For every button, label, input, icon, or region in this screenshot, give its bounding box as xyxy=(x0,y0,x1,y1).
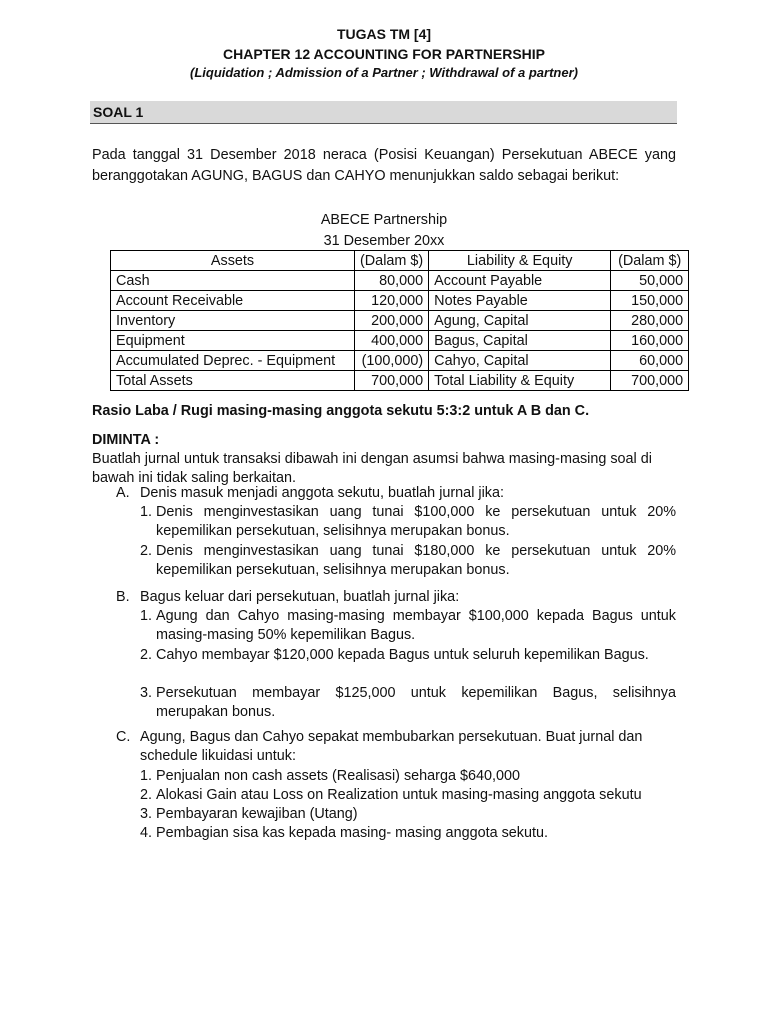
asset-amount: 200,000 xyxy=(355,311,429,331)
chapter-topics: (Liquidation ; Admission of a Partner ; Withdrawal of a partner) xyxy=(190,65,578,80)
item-number: 3. xyxy=(140,685,153,701)
list-item xyxy=(140,646,676,665)
header-assets: Assets xyxy=(111,251,355,271)
intro-paragraph: Pada tanggal 31 Desember 2018 neraca (Posisi Keuangan) Persekutuan ABECE yang beranggotakan AGUNG, BAGUS dan CAHYO menunjukkan saldo sebagai berikut: xyxy=(92,147,676,184)
asset-amount: 400,000 xyxy=(355,331,429,351)
asset-name: Cash xyxy=(111,271,355,291)
item-number: 3. xyxy=(140,806,153,822)
diminta-heading: DIMINTA : xyxy=(92,432,160,448)
liability-amount: 60,000 xyxy=(611,351,689,371)
section-a xyxy=(116,484,676,503)
asset-amount: (100,000) xyxy=(355,351,429,371)
item-text: Denis menginvestasikan uang tunai $180,000 ke persekutuan untuk 20% kepemilikan persekutuan, selisihnya merupakan bonus. xyxy=(156,543,676,578)
item-text: Pembagian sisa kas kepada masing- masing anggota sekutu. xyxy=(156,825,548,841)
section-letter: A. xyxy=(116,485,130,501)
item-number: 1. xyxy=(140,504,153,520)
table-row xyxy=(111,291,689,311)
item-text: Denis menginvestasikan uang tunai $100,000 ke persekutuan untuk 20% kepemilikan persekutuan, selisihnya merupakan bonus. xyxy=(156,504,676,539)
list-item xyxy=(140,824,676,843)
list-item xyxy=(140,786,676,805)
balance-sheet-date: 31 Desember 20xx xyxy=(323,233,445,249)
item-text: Cahyo membayar $120,000 kepada Bagus untuk seluruh kepemilikan Bagus. xyxy=(156,647,649,663)
liability-name: Notes Payable xyxy=(429,291,611,311)
table-total-row xyxy=(111,371,689,391)
liability-amount: 280,000 xyxy=(611,311,689,331)
list-item xyxy=(140,767,676,786)
liability-amount: 160,000 xyxy=(611,331,689,351)
item-number: 2. xyxy=(140,543,153,559)
section-text: Agung, Bagus dan Cahyo sepakat membubarkan persekutuan. Buat jurnal dan schedule likuidasi untuk: xyxy=(140,729,643,764)
asset-name: Inventory xyxy=(111,311,355,331)
asset-amount: 80,000 xyxy=(355,271,429,291)
item-number: 2. xyxy=(140,787,153,803)
asset-name: Account Receivable xyxy=(111,291,355,311)
list-item xyxy=(140,805,676,824)
section-c xyxy=(116,728,676,766)
item-text: Persekutuan membayar $125,000 untuk kepemilikan Bagus, selisihnya merupakan bonus. xyxy=(156,685,676,720)
asset-amount: 120,000 xyxy=(355,291,429,311)
section-text: Denis masuk menjadi anggota sekutu, buatlah jurnal jika: xyxy=(140,485,504,501)
header-amount-assets: (Dalam $) xyxy=(355,251,429,271)
soal-label: SOAL 1 xyxy=(93,104,144,120)
section-text: Bagus keluar dari persekutuan, buatlah jurnal jika: xyxy=(140,589,460,605)
section-b xyxy=(116,588,676,607)
soal-heading-bar xyxy=(90,101,677,124)
liability-name: Total Liability & Equity xyxy=(429,371,611,391)
table-row xyxy=(111,351,689,371)
table-row xyxy=(111,331,689,351)
item-text: Agung dan Cahyo masing-masing membayar $100,000 kepada Bagus untuk masing-masing 50% kepemilikan Bagus. xyxy=(156,608,676,643)
chapter-title: CHAPTER 12 ACCOUNTING FOR PARTNERSHIP xyxy=(222,46,546,62)
table-row xyxy=(111,271,689,291)
asset-amount: 700,000 xyxy=(355,371,429,391)
list-item xyxy=(140,607,676,645)
document-title: TUGAS TM [4] xyxy=(336,26,432,42)
header-amount-liability: (Dalam $) xyxy=(611,251,689,271)
profit-loss-ratio: Rasio Laba / Rugi masing-masing anggota sekutu 5:3:2 untuk A B dan C. xyxy=(92,403,590,419)
list-item xyxy=(140,684,676,722)
section-letter: C. xyxy=(116,729,131,745)
liability-name: Cahyo, Capital xyxy=(429,351,611,371)
item-number: 1. xyxy=(140,608,153,624)
liability-name: Account Payable xyxy=(429,271,611,291)
balance-sheet-table xyxy=(110,250,689,391)
item-text: Pembayaran kewajiban (Utang) xyxy=(156,806,358,822)
asset-name: Total Assets xyxy=(111,371,355,391)
list-item xyxy=(140,503,676,541)
liability-amount: 150,000 xyxy=(611,291,689,311)
instruction-paragraph: Buatlah jurnal untuk transaksi dibawah ini dengan asumsi bahwa masing-masing soal di bawah ini tidak saling berkaitan. xyxy=(92,451,652,486)
item-number: 2. xyxy=(140,647,153,663)
section-letter: B. xyxy=(116,589,130,605)
asset-name: Equipment xyxy=(111,331,355,351)
item-number: 4. xyxy=(140,825,153,841)
item-number: 1. xyxy=(140,768,153,784)
liability-name: Bagus, Capital xyxy=(429,331,611,351)
liability-amount: 700,000 xyxy=(611,371,689,391)
item-text: Alokasi Gain atau Loss on Realization untuk masing-masing anggota sekutu xyxy=(156,787,642,803)
liability-amount: 50,000 xyxy=(611,271,689,291)
list-item xyxy=(140,542,676,580)
asset-name: Accumulated Deprec. - Equipment xyxy=(111,351,355,371)
balance-sheet-title: ABECE Partnership xyxy=(320,212,448,228)
table-row xyxy=(111,311,689,331)
header-liability-equity: Liability & Equity xyxy=(429,251,611,271)
liability-name: Agung, Capital xyxy=(429,311,611,331)
item-text: Penjualan non cash assets (Realisasi) seharga $640,000 xyxy=(156,768,520,784)
table-header-row xyxy=(111,251,689,271)
